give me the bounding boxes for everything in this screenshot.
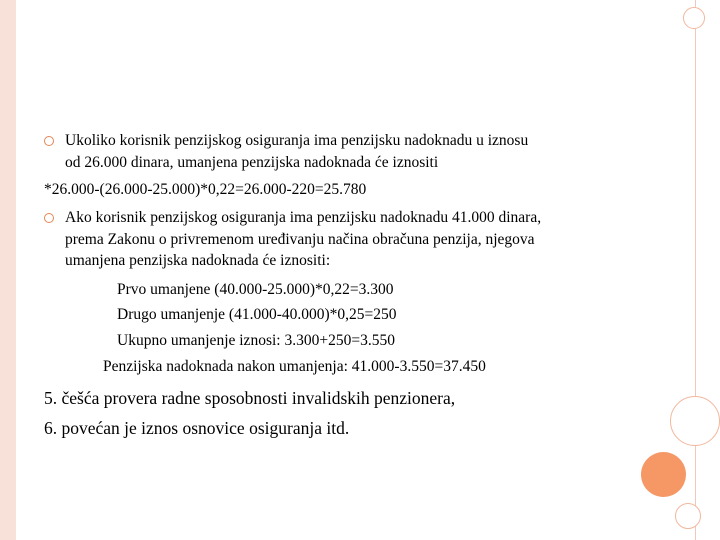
calc-line-3: Ukupno umanjenje iznosi: 3.300+250=3.550 [117,332,395,349]
decorative-circle-top [683,7,705,29]
left-decorative-band [0,0,16,540]
item1-line1: Ukoliko korisnik penzijskog osiguranja ima penzijsku nadoknadu u iznosu [65,132,529,149]
bullet-icon [44,136,54,146]
item1-line2: od 26.000 dinara, umanjena penzijska nadoknada će iznositi [65,154,439,171]
decorative-circle-filled [641,452,686,497]
item2-line2: prema Zakonu o privremenom uređivanju načina obračuna penzija, njegova [65,231,535,248]
calc-line-2: Drugo umanjenje (41.000-40.000)*0,25=250 [117,306,397,323]
decorative-circle-large [670,396,720,446]
calc-line-4: Penzijska nadoknada nakon umanjenja: 41.000-3.550=37.450 [103,358,486,375]
item2-line3: umanjena penzijska nadoknada će iznositi: [65,252,331,269]
bullet-icon [44,213,54,223]
point-6: 6. povećan je iznos osnovice osiguranja itd. [44,418,350,438]
point-5: 5. češća provera radne sposobnosti invalidskih penzionera, [44,388,456,408]
decorative-vertical-line [695,0,696,540]
decorative-circle-bottom [675,503,701,529]
item1-formula: *26.000-(26.000-25.000)*0,22=26.000-220=25.780 [44,181,367,198]
calc-line-1: Prvo umanjene (40.000-25.000)*0,22=3.300 [117,281,394,298]
item2-line1: Ako korisnik penzijskog osiguranja ima penzijsku nadoknadu 41.000 dinara, [65,209,542,226]
